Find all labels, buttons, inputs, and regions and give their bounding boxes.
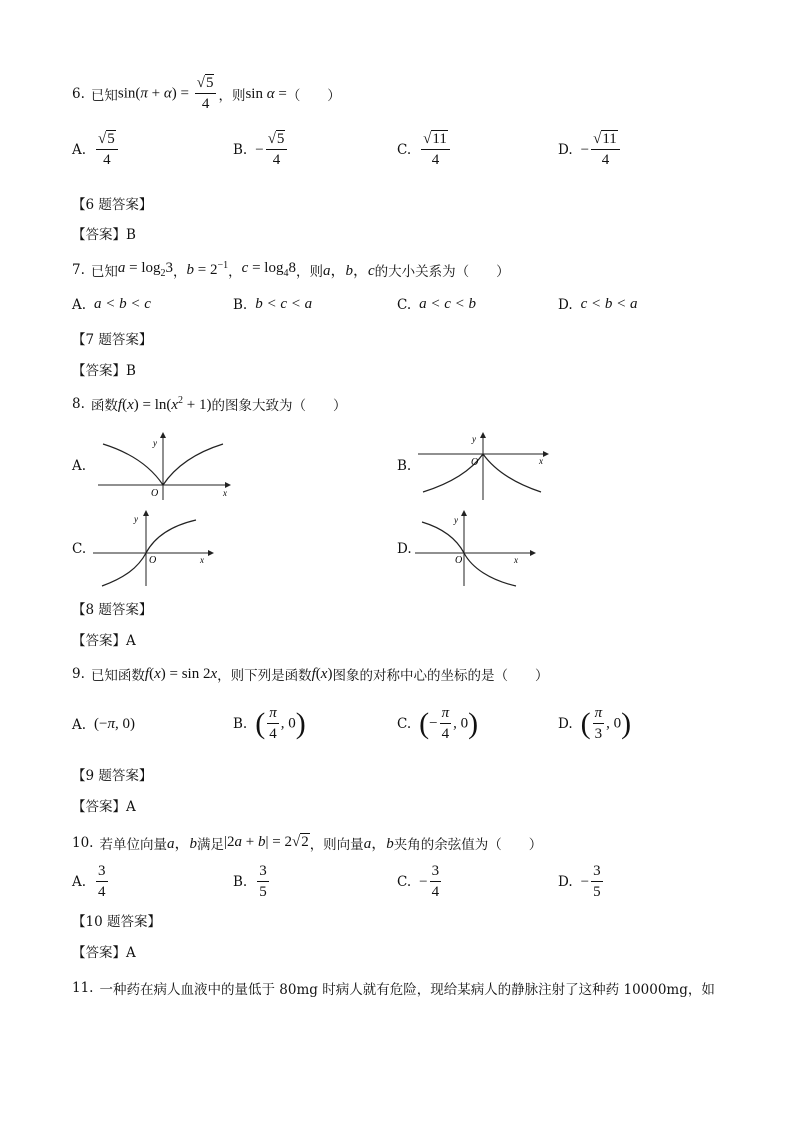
- q7-option-c[interactable]: C. a < c < b: [397, 296, 477, 313]
- x-label: x: [514, 555, 518, 565]
- curve: [422, 522, 516, 586]
- curve: [423, 454, 541, 492]
- q9-option-a[interactable]: A. (−π, 0): [72, 716, 136, 733]
- graph-label-d: D.: [397, 541, 412, 557]
- graph-label-b: B.: [397, 458, 412, 474]
- equation: $f(x) = \ln(x^2 + 1)$: [117, 394, 212, 413]
- question-9: 9. 已知函数 f(x) = sin 2x ，则下列是函数 f(x) 图象的对称中心的坐标的是（ ）: [72, 665, 549, 684]
- graph-b[interactable]: [415, 432, 555, 502]
- equation: f(x) = sin 2x: [144, 665, 218, 682]
- origin-label: O: [149, 555, 157, 566]
- answer-7: 【答案】B: [72, 363, 136, 379]
- graph-label-c: C.: [72, 541, 87, 557]
- q6-option-a[interactable]: A. $\frac{√5}{4}$: [72, 132, 120, 168]
- equation: |2a + b| = 2√2: [224, 834, 309, 850]
- question-number: 6.: [72, 86, 85, 102]
- question-10: 10. 若单位向量 a，b 满足 |2a + b| = 2√2 ，则向量 a，b 夹角的余弦值为（ ）: [72, 834, 543, 853]
- question-6: 6. 已知 sin(π + α) = $\frac{√5}{4}$ ，则 sin α = （ ）: [72, 75, 341, 112]
- graph-d[interactable]: [412, 510, 542, 588]
- y-arrow: [480, 432, 486, 438]
- origin-label: O: [151, 488, 159, 499]
- equation: sin(π + α) = $\frac{√5}{4}$: [118, 76, 219, 112]
- answer-6: 【答案】B: [72, 227, 136, 243]
- y-arrow: [143, 510, 149, 516]
- graph-c[interactable]: [90, 510, 220, 588]
- x-arrow: [543, 451, 549, 457]
- q9-option-b[interactable]: B. ( $\frac{\pi}{4}$ , 0): [233, 705, 306, 742]
- y-label: y: [454, 515, 458, 525]
- q7-option-b[interactable]: B. b < c < a: [233, 296, 313, 313]
- x-label: x: [200, 555, 204, 565]
- equation: $a = \log_23$: [117, 260, 174, 279]
- x-arrow: [208, 550, 214, 556]
- graph-a[interactable]: [95, 432, 235, 502]
- y-label: y: [153, 438, 157, 448]
- q6-option-d[interactable]: D. − $\frac{√11}{4}$: [558, 132, 622, 168]
- q10-option-d[interactable]: D. − $\frac{3}{5}$: [558, 863, 601, 900]
- x-label: x: [223, 488, 227, 498]
- answer-8: 【答案】A: [72, 633, 136, 649]
- q10-option-a[interactable]: A. $\frac{3}{4}$: [72, 863, 106, 900]
- answer-heading-6: 【6 题答案】: [72, 197, 153, 213]
- y-arrow: [461, 510, 467, 516]
- x-label: x: [539, 456, 543, 466]
- origin-label: O: [455, 555, 463, 566]
- y-arrow: [160, 432, 166, 438]
- q10-option-c[interactable]: C. − $\frac{3}{4}$: [397, 863, 440, 900]
- answer-heading-9: 【9 题答案】: [72, 768, 153, 784]
- question-11: 11. 一种药在病人血液中的量低于 80mg 时病人就有危险，现给某病人的静脉注射了这种药 10000mg，如: [72, 980, 715, 998]
- x-arrow: [530, 550, 536, 556]
- answer-heading-7: 【7 题答案】: [72, 332, 153, 348]
- q7-option-d[interactable]: D. c < b < a: [558, 296, 638, 313]
- question-8: 8. 函数 $f(x) = \ln(x^2 + 1)$ 的图象大致为（ ）: [72, 394, 347, 414]
- origin-label: O: [471, 457, 479, 468]
- question-7: 7. 已知 $a = \log_23$ ， $b = 2^{-1}$ ， $c = \log_48$ ，则 a，b，c 的大小关系为（ ）: [72, 260, 510, 280]
- y-label: y: [472, 434, 476, 444]
- answer-heading-10: 【10 题答案】: [72, 914, 161, 930]
- q9-option-d[interactable]: D. ( $\frac{\pi}{3}$ , 0): [558, 705, 632, 742]
- q9-option-c[interactable]: C. (− $\frac{\pi}{4}$ , 0): [397, 705, 479, 742]
- answer-heading-8: 【8 题答案】: [72, 602, 153, 618]
- q6-option-b[interactable]: B. − $\frac{√5}{4}$: [233, 132, 289, 168]
- answer-9: 【答案】A: [72, 799, 136, 815]
- y-label: y: [134, 514, 138, 524]
- answer-10: 【答案】A: [72, 945, 136, 961]
- q6-option-c[interactable]: C. $\frac{√11}{4}$: [397, 132, 452, 168]
- q10-option-b[interactable]: B. $\frac{3}{5}$: [233, 863, 267, 900]
- q7-option-a[interactable]: A. a < b < c: [72, 296, 151, 313]
- graph-label-a: A.: [72, 458, 87, 474]
